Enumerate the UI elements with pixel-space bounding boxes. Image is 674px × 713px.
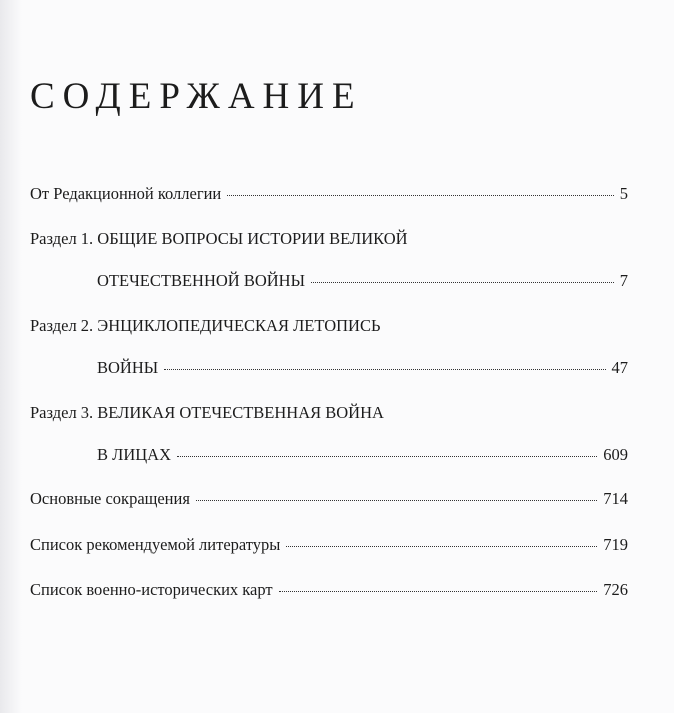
toc-entry-page: 5 — [619, 184, 628, 203]
toc-entry-label: Список рекомендуемой литературы — [30, 535, 281, 554]
toc-entry-section-2 — [97, 360, 628, 377]
dot-leader — [279, 591, 598, 592]
toc-entry-section-1 — [97, 273, 628, 290]
toc-entry-literature — [30, 537, 628, 554]
dot-leader — [177, 456, 597, 457]
toc-entry-label: От Редакционной коллегии — [30, 184, 222, 203]
toc-entry-page: 47 — [611, 358, 628, 377]
toc-entry-page: 726 — [603, 580, 628, 599]
toc-entry-section-3 — [97, 447, 628, 464]
toc-entry-label: Основные сокращения — [30, 489, 190, 508]
toc-entry-label: ОТЕЧЕСТВЕННОЙ ВОЙНЫ — [97, 271, 305, 290]
page-title: СОДЕРЖАНИЕ — [30, 76, 363, 117]
page-edge-shadow — [0, 0, 22, 713]
toc-entry-maps — [30, 582, 628, 599]
toc-entry-editorial — [30, 186, 628, 203]
toc-entry-label: ВОЙНЫ — [97, 358, 159, 377]
toc-entry-page: 7 — [619, 271, 628, 290]
dot-leader — [227, 195, 613, 196]
toc-entry-label: Список военно-исторических карт — [30, 580, 273, 599]
dot-leader — [164, 369, 605, 370]
toc-section-3-heading: Раздел 3. ВЕЛИКАЯ ОТЕЧЕСТВЕННАЯ ВОЙНА — [30, 403, 384, 422]
toc-entry-page: 609 — [603, 445, 628, 464]
dot-leader — [311, 282, 614, 283]
dot-leader — [286, 546, 597, 547]
toc-section-1-heading: Раздел 1. ОБЩИЕ ВОПРОСЫ ИСТОРИИ ВЕЛИКОЙ — [30, 229, 408, 248]
toc-entry-abbreviations — [30, 491, 628, 508]
toc-entry-page: 714 — [603, 489, 628, 508]
dot-leader — [196, 500, 597, 501]
toc-entry-label: В ЛИЦАХ — [97, 445, 171, 464]
toc-entry-page: 719 — [603, 535, 628, 554]
toc-section-2-heading: Раздел 2. ЭНЦИКЛОПЕДИЧЕСКАЯ ЛЕТОПИСЬ — [30, 316, 381, 335]
